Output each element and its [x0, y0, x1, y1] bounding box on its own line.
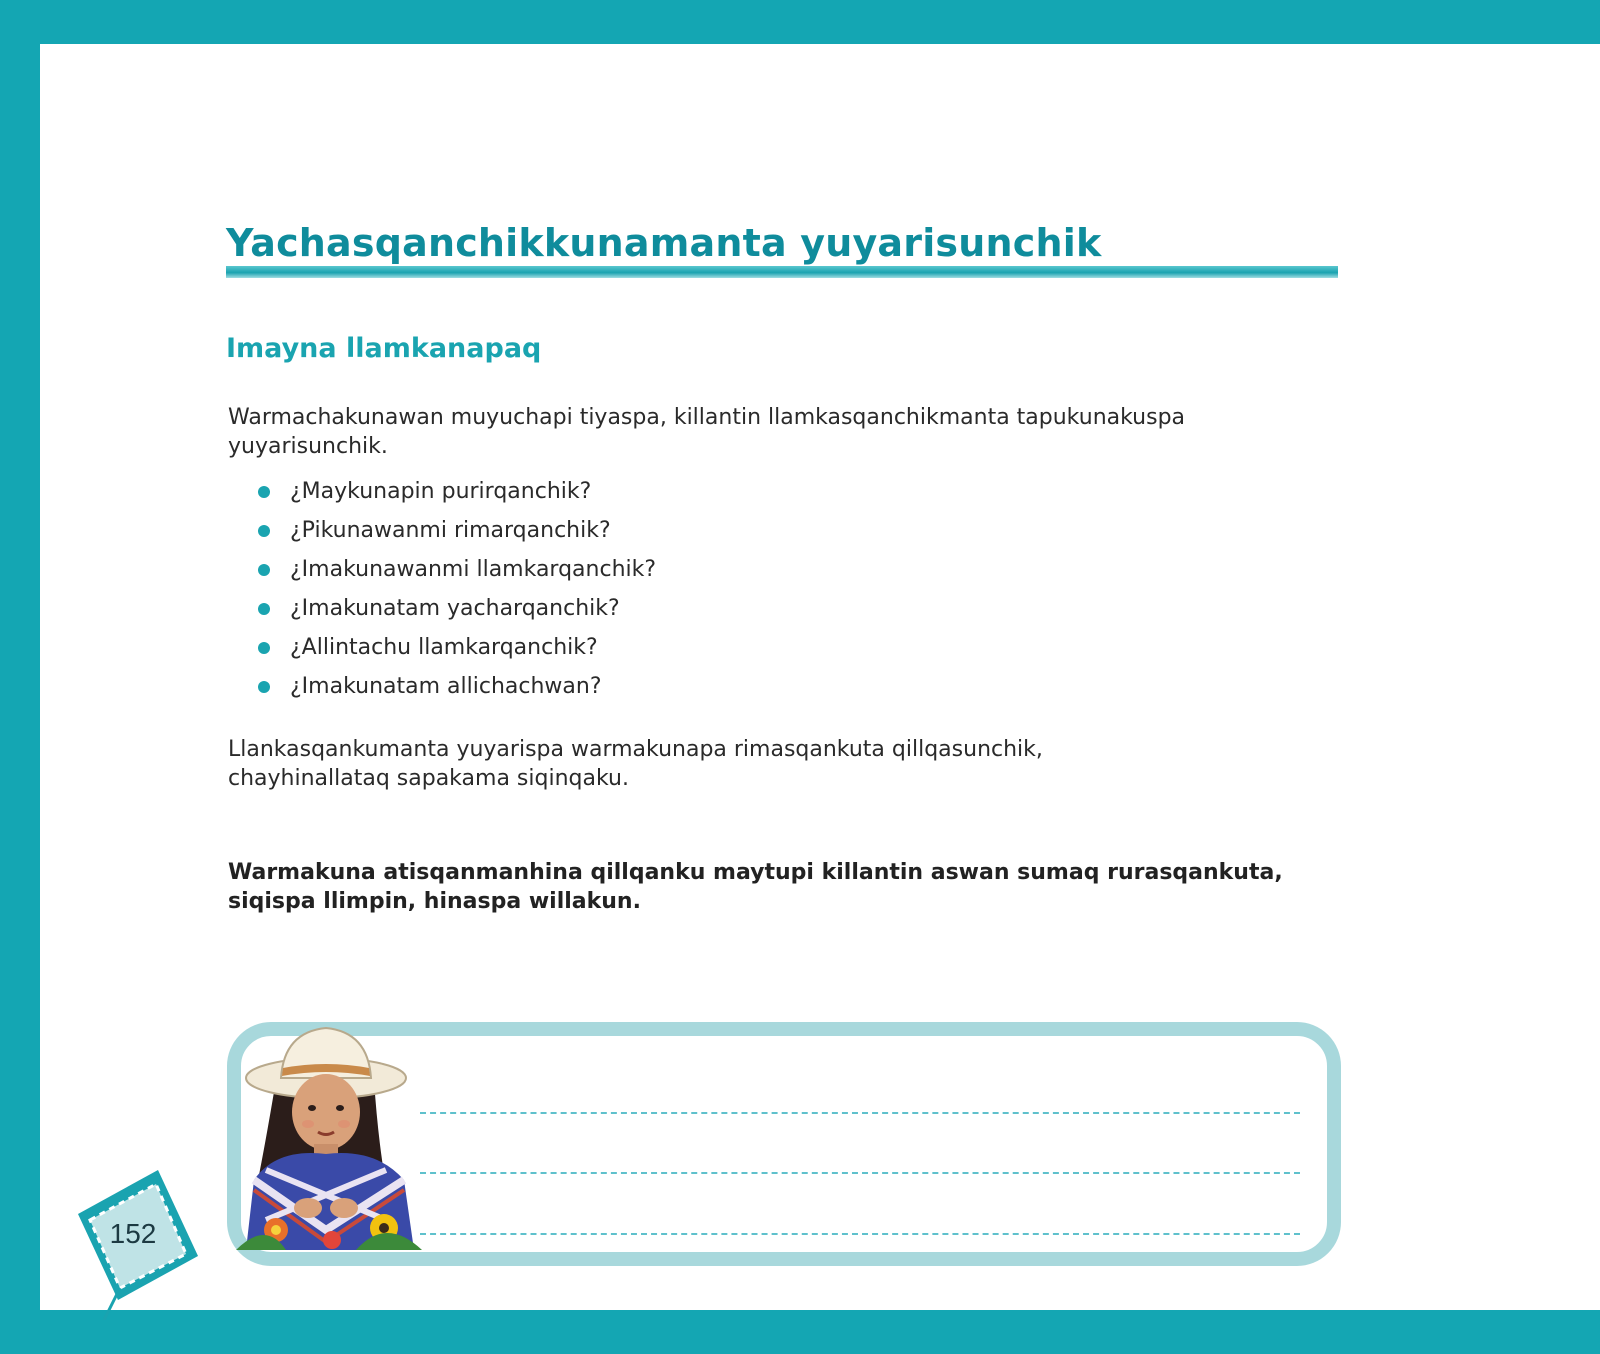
writing-line-1[interactable] — [420, 1112, 1300, 1114]
bullet-icon — [258, 603, 270, 615]
bullet-icon — [258, 681, 270, 693]
question-text: ¿Imakunawanmi llamkarqanchik? — [290, 557, 657, 582]
page-number: 152 — [109, 1218, 157, 1249]
list-item — [258, 628, 656, 667]
section-subtitle: Imayna llamkanapaq — [226, 333, 542, 364]
list-item — [258, 511, 656, 550]
question-text: ¿Pikunawanmi rimarqanchik? — [290, 518, 611, 543]
outro-paragraph: Llankasqankumanta yuyarispa warmakunapa rimasqankuta qillqasunchik, chayhinallataq sapakama siqinqaku. — [228, 737, 1043, 791]
girl-illustration — [236, 1020, 422, 1250]
question-text: ¿Imakunatam yacharqanchik? — [290, 596, 620, 621]
intro-paragraph: Warmachakunawan muyuchapi tiyaspa, killantin llamkasqanchikmanta tapukunakuspa yuyarisunchik. — [228, 405, 1186, 459]
writing-line-2[interactable] — [420, 1172, 1300, 1174]
list-item — [258, 472, 656, 511]
bullet-icon — [258, 486, 270, 498]
list-item — [258, 550, 656, 589]
bullet-icon — [258, 525, 270, 537]
list-item — [258, 667, 656, 706]
question-text: ¿Maykunapin purirqanchik? — [290, 479, 592, 504]
instruction-paragraph: Warmakuna atisqanmanhina qillqanku maytupi killantin aswan sumaq rurasqankuta, siqispa llimpin, hinaspa willakun. — [228, 860, 1283, 914]
title-underline — [226, 266, 1338, 278]
writing-line-3[interactable] — [420, 1233, 1300, 1235]
page-title: Yachasqanchikkunamanta yuyarisunchik — [226, 221, 1102, 265]
bullet-icon — [258, 564, 270, 576]
question-list — [258, 472, 656, 706]
list-item — [258, 589, 656, 628]
bullet-icon — [258, 642, 270, 654]
question-text: ¿Imakunatam allichachwan? — [290, 674, 602, 699]
question-text: ¿Allintachu llamkarqanchik? — [290, 635, 598, 660]
